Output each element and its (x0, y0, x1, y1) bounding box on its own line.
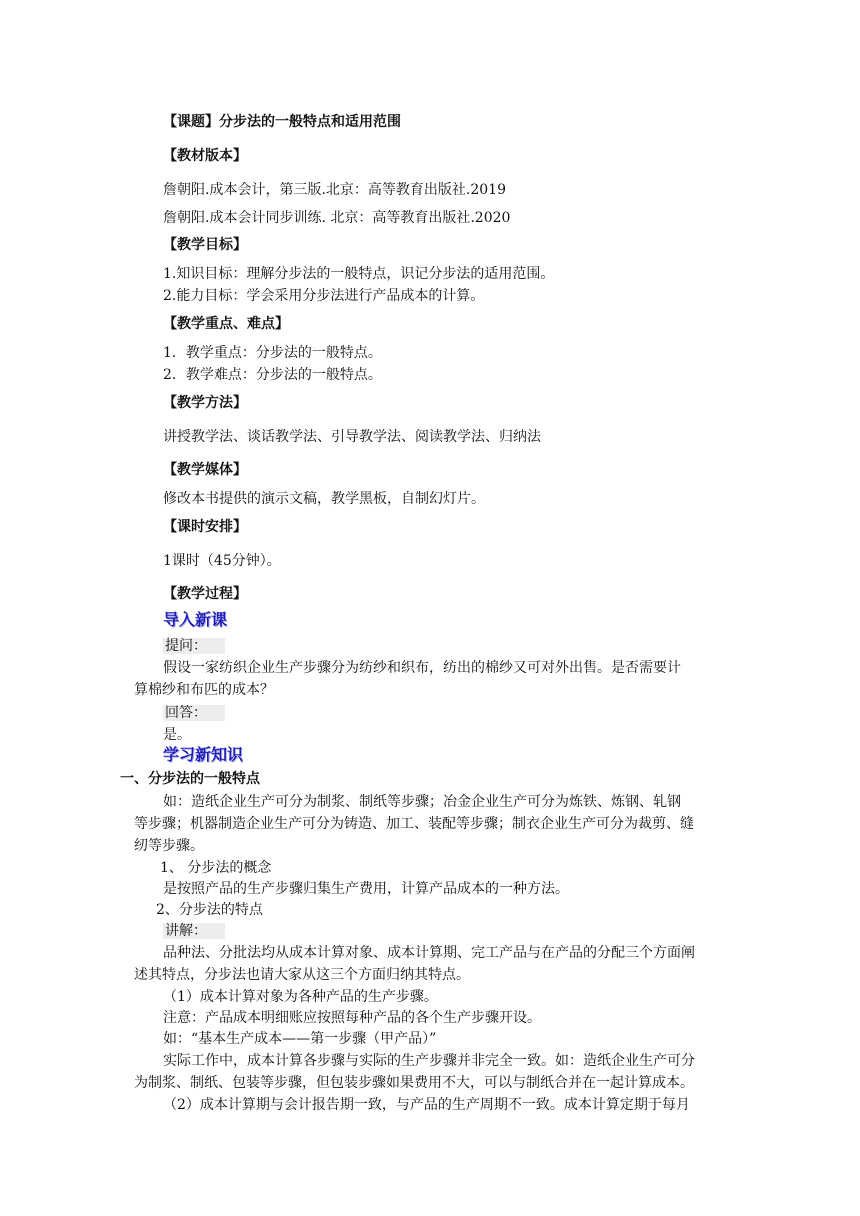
goal-line: 2.能力目标：学会采用分步法进行产品成本的计算。 (163, 288, 485, 304)
lesson-title: 【课题】分步法的一般特点和适用范围 (163, 114, 401, 130)
textbook-line: 詹朝阳.成本会计，第三版.北京：高等教育出版社.2019 (163, 182, 506, 198)
point-1: （1）成本计算对象为各种产品的生产步骤。 (163, 989, 438, 1005)
concept-title: 1、 分步法的概念 (160, 860, 272, 876)
media-heading: 【教学媒体】 (163, 462, 247, 478)
question-line: 假设一家纺织企业生产步骤分为纺纱和织布，纺出的棉纱又可对外出售。是否需要计 (163, 660, 681, 676)
lecture-label: 讲解： (163, 923, 225, 939)
schedule-heading: 【课时安排】 (163, 519, 247, 535)
lecture-line: 品种法、分批法均从成本计算对象、成本计算期、完工产品与在产品的分配三个方面阐 (163, 945, 695, 961)
note-text: 注意：产品成本明细账应按照每种产品的各个生产步骤开设。 (163, 1010, 541, 1026)
methods-heading: 【教学方法】 (163, 395, 247, 411)
keypoint-line: 1．教学重点：分步法的一般特点。 (163, 345, 382, 361)
media-text: 修改本书提供的演示文稿，教学黑板，自制幻灯片。 (163, 491, 485, 507)
process-heading: 【教学过程】 (163, 586, 247, 602)
practice-line: 为制浆、制纸、包装等步骤，但包装步骤如果费用不大，可以与制纸合并在一起计算成本。 (134, 1075, 694, 1091)
question-line: 算棉纱和布匹的成本？ (134, 682, 274, 698)
concept-text: 是按照产品的生产步骤归集生产费用，计算产品成本的一种方法。 (163, 881, 569, 897)
textbook-heading: 【教材版本】 (163, 148, 247, 164)
goal-line: 1.知识目标：理解分步法的一般特点，识记分步法的适用范围。 (163, 266, 555, 282)
answer-label: 回答： (163, 705, 225, 721)
textbook-line: 詹朝阳.成本会计同步训练. 北京：高等教育出版社.2020 (163, 210, 511, 226)
goals-heading: 【教学目标】 (163, 237, 247, 253)
keypoint-line: 2．教学难点：分步法的一般特点。 (163, 367, 382, 383)
practice-line: 实际工作中，成本计算各步骤与实际的生产步骤并非完全一致。如：造纸企业生产可分 (163, 1053, 695, 1069)
new-knowledge-title: 学习新知识 (163, 745, 244, 764)
question-label: 提问： (163, 638, 225, 654)
features-title: 2、分步法的特点 (156, 902, 263, 918)
methods-text: 讲授教学法、谈话教学法、引导教学法、阅读教学法、归纳法 (163, 429, 541, 445)
example-line: 如：造纸企业生产可分为制浆、制纸等步骤；冶金企业生产可分为炼铁、炼钢、轧钢 (163, 794, 681, 810)
example-line: 纫等步骤。 (134, 838, 204, 854)
example-line: 等步骤；机器制造企业生产可分为铸造、加工、装配等步骤；制衣企业生产可分为裁剪、缝 (134, 816, 694, 832)
example-2: 如：“基本生产成本——第一步骤（甲产品）” (163, 1031, 437, 1047)
point-2: （2）成本计算期与会计报告期一致，与产品的生产周期不一致。成本计算定期于每月 (163, 1097, 690, 1113)
lecture-line: 述其特点，分步法也请大家从这三个方面归纳其特点。 (134, 967, 470, 983)
intro-title: 导入新课 (163, 610, 228, 629)
section1-title: 一、分步法的一般特点 (120, 771, 260, 787)
schedule-text: 1课时（45分钟）。 (163, 553, 281, 569)
answer-text: 是。 (163, 727, 191, 743)
keypoints-heading: 【教学重点、难点】 (163, 316, 289, 332)
